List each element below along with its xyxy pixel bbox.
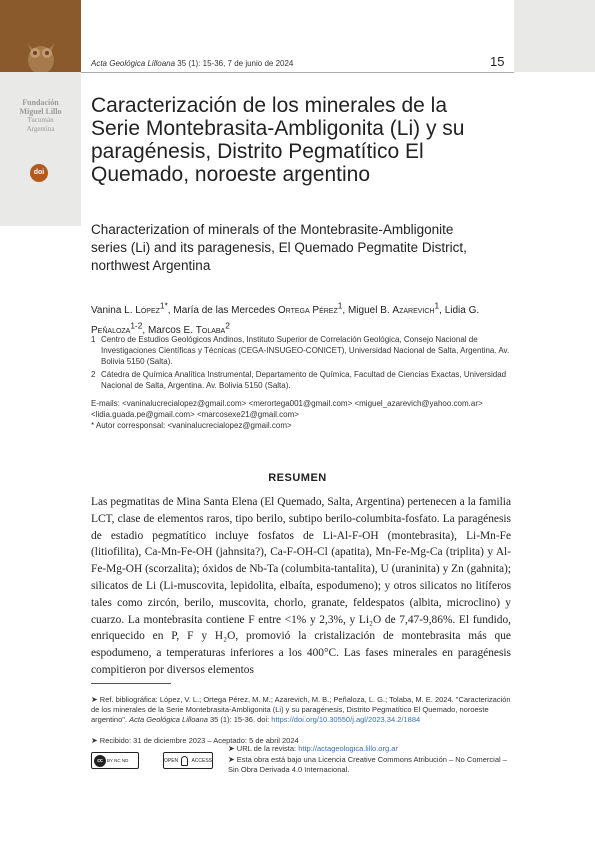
open-lock-icon — [181, 756, 188, 766]
author: Marcos E. Tolaba$^2$ — [147, 320, 230, 337]
abstract-body: Las pegmatitas de Mina Santa Elena (El Quemado, Salta, Argentina) pertenecen a la familia LCT, clase de elementos raros, tipo berilo, subtipo berilo-columbita-fosfato. La paragénesis de estadio pegmatítico incluye fosfatos de Li-Al-F-OH (montebrasita), Li-Mn-Fe (litiofilita), Ca-Mn-Fe-OH (jahnsita?), Ca-F-OH-Cl (apatita), Mn-Fe-Mg-Ca (triplita) y Al-Fe-Mg-OH (scorzalita); óxidos de Nb-Ta (columbita-tantalita), U (uraninita) y Zn (gahnita); silicatos de Li (Li-muscovita, lepidolita, elbaíta, espodumeno); y otros silicatos no litíferos tales como zircón, berilo, muscovita, chorlo, granate, feldespatos (albita, microclino) y cuarzo. La montebrasita contiene F entre <1% y 2,3%, y Li₂O de 7,47-9,86%. El fundido, enriquecido en P, F y H₂O, promovió la cristalización de montebrasita más que espodumeno, a temperaturas inferiores a los 400°C. Las fases minerales en paragénesis compitieron por diversos elementos — [91, 496, 511, 676]
org-line-3: Tucumán — [27, 116, 54, 124]
corresponding-author[interactable]: * Autor corresponsal: <vaninalucrecialopez@gmail.com> — [91, 421, 292, 430]
received-dates: Recibido: 31 de diciembre 2023 – Aceptado: 5 de abril 2024 — [99, 736, 299, 745]
affiliation-number: 1 — [91, 335, 96, 344]
access-label: ACCESS — [191, 757, 212, 764]
license-block — [228, 744, 513, 776]
citation-footnote — [91, 695, 511, 725]
abstract-heading: RESUMEN — [268, 472, 327, 484]
title-english: Characterization of minerals of the Montebrasite-Ambligonite series (Li) and its paragenesis, El Quemado Pegmatite District, northwest Argentina — [91, 222, 467, 273]
author: Miguel B. Azarevich$^1$, — [347, 301, 445, 317]
author-list — [91, 299, 511, 339]
affiliation-number: 2 — [91, 370, 96, 379]
arrow-icon: ➤ — [91, 736, 98, 745]
doi-link[interactable]: https://doi.org/10.30550/j.agl/2023.34.2/1884 — [271, 715, 421, 724]
contact-emails — [91, 398, 511, 431]
arrow-icon: ➤ — [228, 744, 235, 753]
email-list[interactable]: E-mails: <vaninalucrecialopez@gmail.com> <merortega001@gmail.com> <miguel_azarevich@yahoo.com.ar> <lidia.guada.pe@gmail.com> <marcosexe21@gmail.com> — [91, 399, 483, 419]
url-label: URL de la revista: — [236, 744, 299, 753]
citation-issue: 35 (1): 15-36. doi: — [207, 715, 272, 724]
license-line — [228, 755, 513, 776]
journal-url-link[interactable]: http://actageologica.lillo.org.ar — [298, 744, 398, 753]
cc-icon: cc — [94, 755, 106, 767]
citation-journal: Acta Geológica Lilloana — [129, 715, 208, 724]
citation-label: Ref. bibliográfica: — [99, 695, 160, 704]
journal-name: Acta Geológica Lilloana — [91, 59, 176, 68]
open-label: OPEN — [164, 757, 179, 764]
footnote-divider — [91, 683, 171, 684]
doi-icon[interactable]: doi — [30, 164, 48, 182]
affiliation-text: Cátedra de Química Analítica Instrumental, Departamento de Química, Facultad de Ciencias Exactas, Universidad Nacional de Salta, Argentina. Av. Bolivia 5150 (Salta). — [101, 370, 507, 390]
arrow-icon: ➤ — [228, 754, 235, 764]
creative-commons-badge[interactable] — [91, 752, 139, 769]
org-line-1: Fundación — [22, 98, 59, 107]
journal-url-line — [228, 744, 513, 755]
citation-text: López, V. L.; Ortega Pérez, M. M.; Azarevich, M. B.; Peñaloza, L. G.; Tolaba, M. E. 2024. "Caracterización de los minerales de la Serie Montebrasita-Ambligonita (Li) y su paragénesis, Distrito Pegmatítico El Quemado, noroeste argentino". — [91, 695, 511, 724]
owl-icon — [24, 38, 58, 72]
running-header — [91, 59, 293, 68]
cc-license-labels: BY NC ND — [107, 758, 129, 763]
foundation-name — [0, 98, 81, 134]
author: Lidia G. Peñaloza$^{1-2}$, — [91, 305, 480, 337]
header-tab — [514, 0, 595, 72]
page-number: 15 — [490, 54, 505, 69]
affiliation-text: Centro de Estudios Geológicos Andinos, Instituto Superior de Correlación Geológica, Consejo Nacional de Investigaciones Científicas y Técnicas (CEGA-INSUGEO-CONICET), Universidad Nacional de Salta, Argentina. Av. Bolivia 5150 (Salta). — [101, 335, 510, 366]
author: María de las Mercedes Ortega Pérez$^1$, — [173, 301, 348, 317]
affiliation-2 — [91, 369, 511, 391]
sidebar-panel — [0, 0, 81, 226]
license-text: Esta obra está bajo una Licencia Creative Commons Atribución – No Comercial – Sin Obra Derivada 4.0 Internacional. — [228, 754, 507, 774]
author: Vanina L. López$^{1*}$, — [91, 301, 174, 317]
issue-info: 35 (1): 15-36, 7 de junio de 2024 — [175, 59, 294, 68]
header-divider — [81, 72, 514, 73]
org-line-4: Argentina — [26, 125, 55, 133]
org-line-2: Miguel Lillo — [19, 107, 62, 116]
open-access-badge[interactable] — [163, 752, 213, 769]
journal-logo — [0, 0, 81, 72]
title-spanish: Caracterización de los minerales de la Serie Montebrasita-Ambligonita (Li) y su paragénesis, Distrito Pegmatítico El Quemado, noroeste argentino — [91, 94, 465, 186]
affiliation-1 — [91, 334, 511, 367]
arrow-icon: ➤ — [91, 695, 98, 704]
